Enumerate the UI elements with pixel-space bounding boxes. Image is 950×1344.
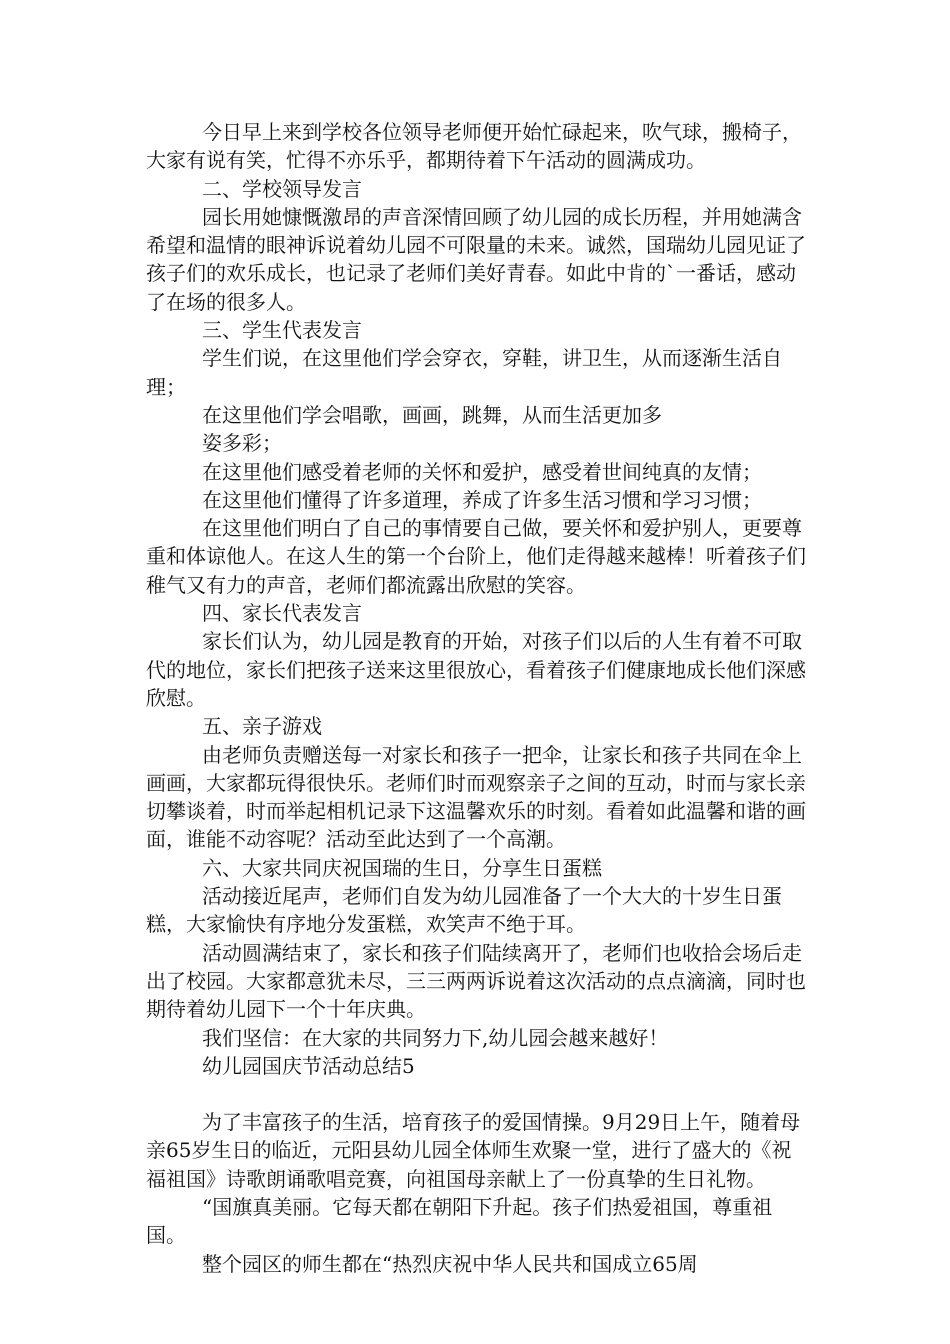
section-heading: 三、学生代表发言 — [202, 318, 362, 343]
paragraph: 活动接近尾声，老师们自发为幼儿园准备了一个大大的十岁生日蛋糕，大家愉快有序地分发蛋糕，欢笑声不绝于耳。 — [146, 884, 782, 937]
section-heading: 五、亲子游戏 — [202, 714, 322, 739]
document-body — [146, 118, 806, 1278]
section-heading: 六、大家共同庆祝国瑞的生日，分享生日蛋糕 — [202, 855, 602, 880]
paragraph: 家长们认为，幼儿园是教育的开始，对孩子们以后的人生有着不可取代的地位，家长们把孩子送来这里很放心，看着孩子们健康地成长他们深感欣慰。 — [146, 629, 806, 710]
paragraph: 在这里他们感受着老师的关怀和爱护，感受着世间纯真的友情； — [202, 459, 762, 484]
paragraph: 园长用她慷慨激昂的声音深情回顾了幼儿园的成长历程，并用她满含希望和温情的眼神诉说着幼儿园不可限量的未来。诚然，国瑞幼儿园见证了孩子们的欢乐成长，也记录了老师们美好青春。如此中肯的`一番话，感动了在场的很多人。 — [146, 204, 806, 314]
paragraph: 由老师负责赠送每一对家长和孩子一把伞，让家长和孩子共同在伞上画画，大家都玩得很快乐。老师们时而观察亲子之间的互动，时而与家长亲切攀谈着，时而举起相机记录下这温馨欢乐的时刻。看着如此温馨和谐的画面，谁能不动容呢？活动至此达到了一个高潮。 — [146, 742, 806, 852]
document-subtitle: 幼儿园国庆节活动总结5 — [202, 1053, 415, 1078]
paragraph: 活动圆满结束了，家长和孩子们陆续离开了，老师们也收拾会场后走出了校园。大家都意犹未尽，三三两两诉说着这次活动的点点滴滴，同时也期待着幼儿园下一个十年庆典。 — [146, 940, 806, 1022]
paragraph: 我们坚信：在大家的共同努力下,幼儿园会越来越好！ — [202, 1025, 669, 1050]
paragraph: 整个园区的师生都在“热烈庆祝中华人民共和国成立65周 — [202, 1251, 698, 1276]
paragraph: 今日早上来到学校各位领导老师便开始忙碌起来，吹气球，搬椅子，大家有说有笑，忙得不亦乐乎，都期待着下午活动的圆满成功。 — [146, 120, 802, 173]
paragraph: 在这里他们学会唱歌，画画，跳舞，从而生活更加多 — [202, 402, 662, 427]
paragraph: “国旗真美丽。它每天都在朝阳下升起。孩子们热爱祖国，尊重祖国。 — [146, 1194, 773, 1248]
blank-line — [146, 1080, 806, 1108]
paragraph: 在这里他们明白了自己的事情要自己做，要关怀和爱护别人，更要尊重和体谅他人。在这人生的第一个台阶上，他们走得越来越棒！听着孩子们稚气又有力的声音，老师们都流露出欣慰的笑容。 — [146, 516, 806, 597]
paragraph: 姿多彩； — [202, 431, 282, 456]
paragraph: 在这里他们懂得了许多道理，养成了许多生活习惯和学习习惯； — [202, 487, 762, 512]
paragraph: 为了丰富孩子的生活，培育孩子的爱国情操。9月29日上午，随着母亲65岁生日的临近，元阳县幼儿园全体师生欢聚一堂，进行了盛大的《祝福祖国》诗歌朗诵歌唱竞赛，向祖国母亲献上了一份真挚的生日礼物。 — [146, 1110, 801, 1191]
section-heading: 四、家长代表发言 — [202, 601, 362, 626]
section-heading: 二、学校领导发言 — [202, 176, 362, 201]
paragraph: 学生们说，在这里他们学会穿衣，穿鞋，讲卫生，从而逐渐生活自理； — [146, 346, 782, 399]
